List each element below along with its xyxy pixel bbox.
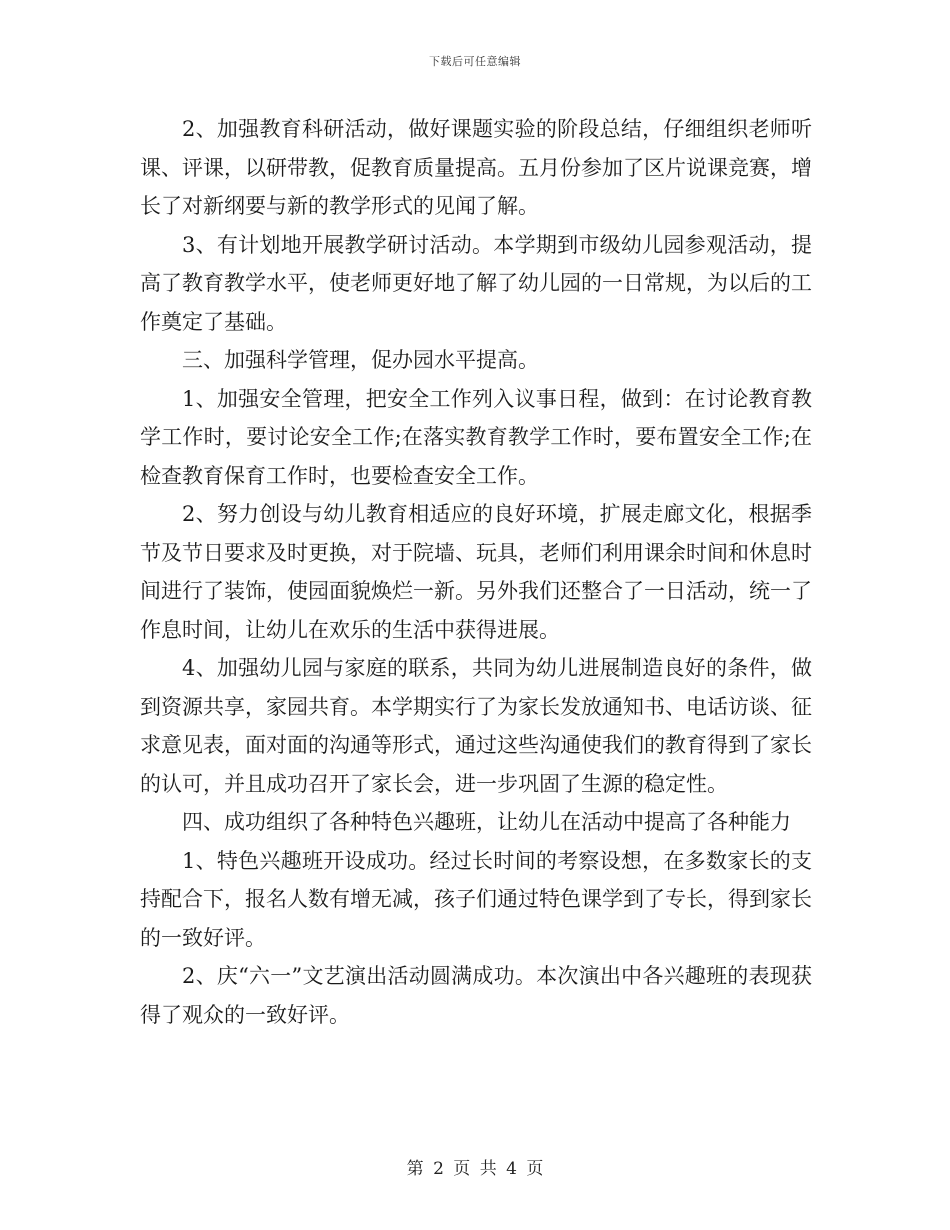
page-number-indicator: 第 2 页 共 4 页 bbox=[406, 1159, 544, 1179]
paragraph-environment: 2、努力创设与幼儿教育相适应的良好环境，扩展走廊文化，根据季节及节日要求及时更换，对于院墙、玩具，老师们利用课余时间和休息时间进行了装饰，使园面貌焕烂一新。另外我们还整合了一日活动，统一了作息时间，让幼儿在欢乐的生活中获得进展。 bbox=[140, 502, 812, 642]
paragraph-safety-management: 1、加强安全管理，把安全工作列入议事日程，做到：在讨论教育教学工作时，要讨论安全工作;在落实教育教学工作时，要布置安全工作;在检查教育保育工作时，也要检查安全工作。 bbox=[140, 386, 812, 488]
paragraph-teaching-seminars: 3、有计划地开展教学研讨活动。本学期到市级幼儿园参观活动，提高了教育教学水平，使老师更好地了解了幼儿园的一日常规，为以后的工作奠定了基础。 bbox=[140, 232, 812, 334]
document-body bbox=[140, 110, 812, 1034]
paragraph-interest-classes: 1、特色兴趣班开设成功。经过长时间的考察设想，在多数家长的支持配合下，报名人数有增无减，孩子们通过特色课学到了专长，得到家长的一致好评。 bbox=[140, 848, 812, 950]
page-header-note: 下载后可任意编辑 bbox=[429, 55, 521, 68]
section-heading-interest-classes: 四、成功组织了各种特色兴趣班，让幼儿在活动中提高了各种能力 bbox=[182, 810, 791, 834]
section-heading-management: 三、加强科学管理，促办园水平提高。 bbox=[182, 348, 539, 372]
paragraph-childrens-day-show: 2、庆“六一”文艺演出活动圆满成功。本次演出中各兴趣班的表现获得了观众的一致好评。 bbox=[140, 964, 812, 1027]
paragraph-home-school-contact: 4、加强幼儿园与家庭的联系，共同为幼儿进展制造良好的条件，做到资源共享，家园共育。本学期实行了为家长发放通知书、电话访谈、征求意见表，面对面的沟通等形式，通过这些沟通使我们的教育得到了家长的认可，并且成功召开了家长会，进一步巩固了生源的稳定性。 bbox=[140, 656, 812, 796]
paragraph-research-activities: 2、加强教育科研活动，做好课题实验的阶段总结，仔细组织老师听课、评课，以研带教，促教育质量提高。五月份参加了区片说课竞赛，增长了对新纲要与新的教学形式的见闻了解。 bbox=[140, 117, 812, 218]
